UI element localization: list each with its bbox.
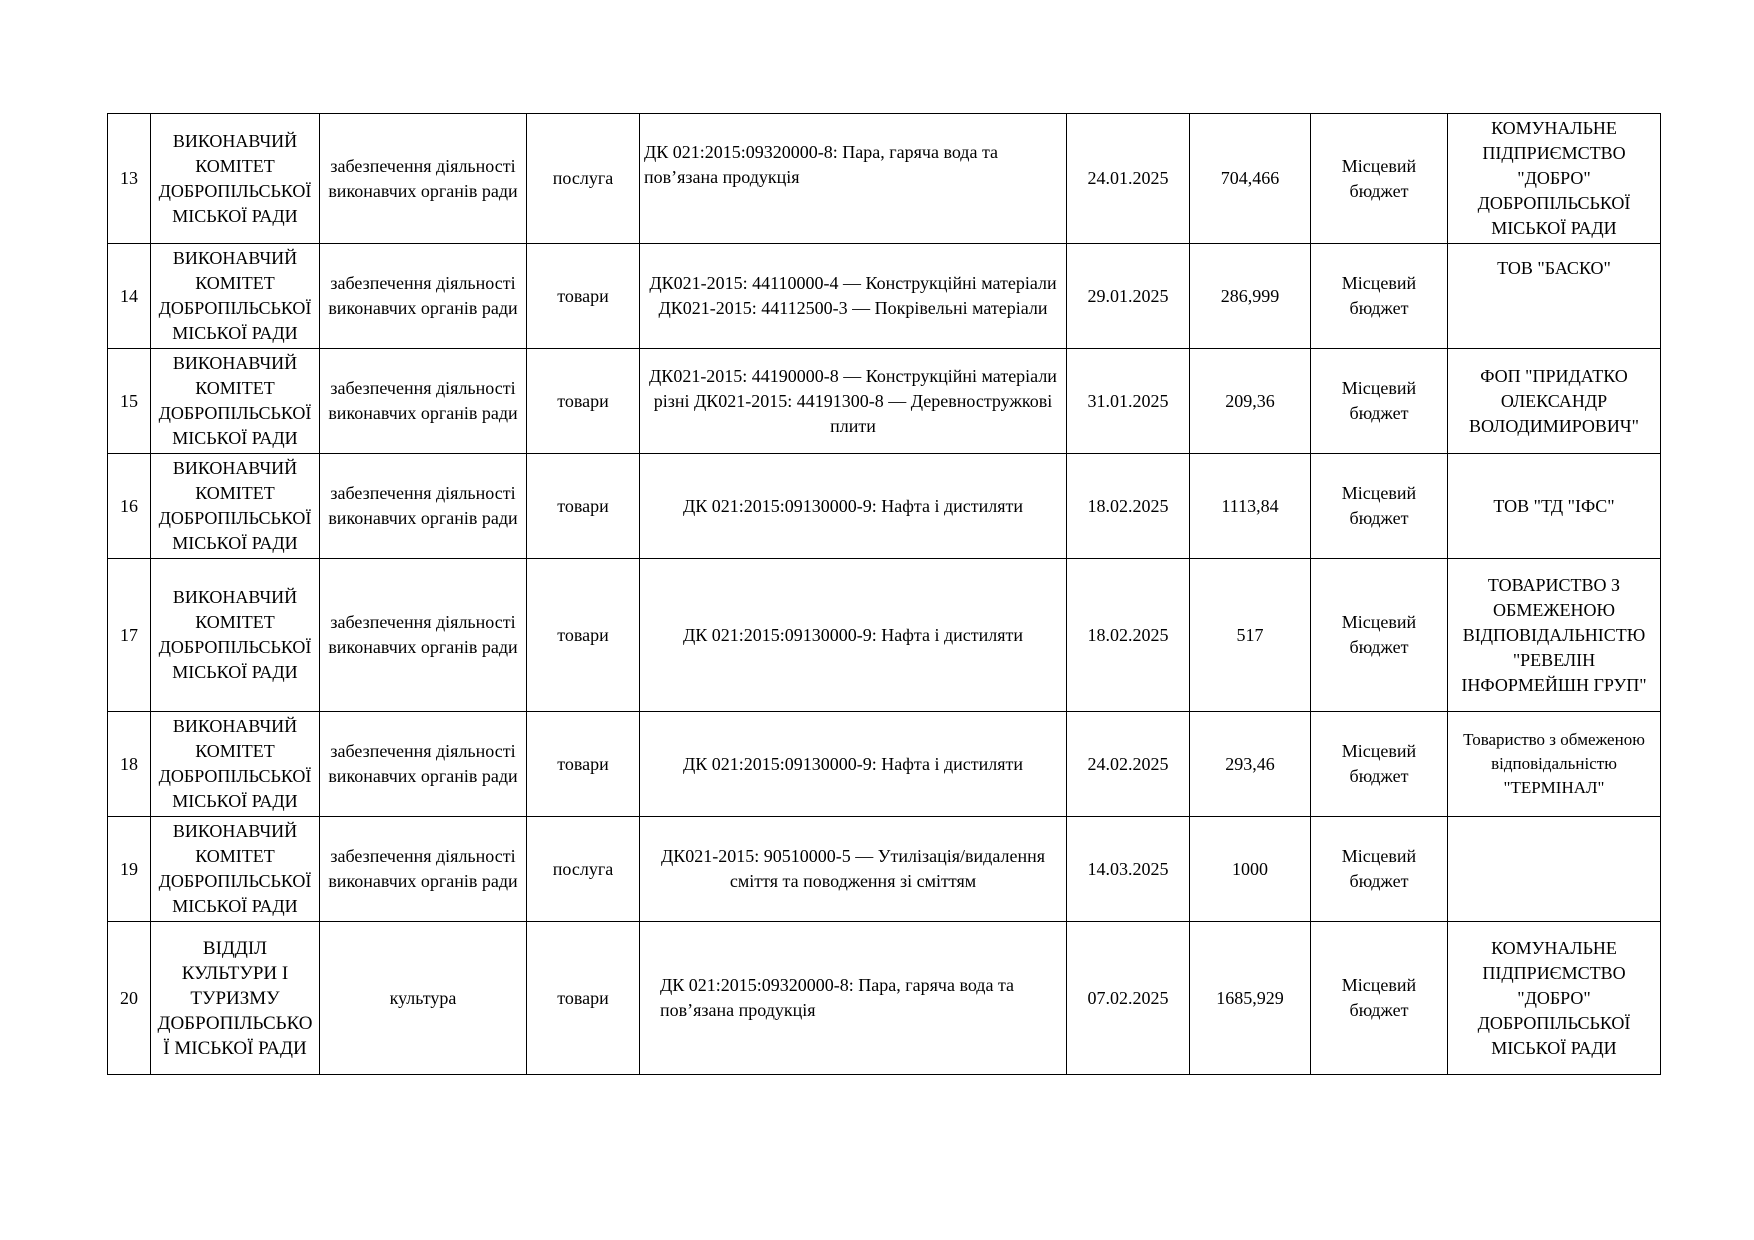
amount-cell: 704,466 (1190, 114, 1311, 244)
funding-cell: Місцевий бюджет (1311, 922, 1448, 1075)
date-cell: 29.01.2025 (1067, 244, 1190, 349)
row-number: 15 (108, 349, 151, 454)
supplier-cell: ТОВ "БАСКО" (1448, 244, 1661, 349)
cpv-cell: ДК021-2015: 44190000-8 — Конструкційні матеріали різні ДК021-2015: 44191300-8 — Деревностружкові плити (640, 349, 1067, 454)
amount-cell: 209,36 (1190, 349, 1311, 454)
table-row (108, 349, 1661, 454)
purpose-cell: забезпечення діяльності виконавчих органів ради (320, 712, 527, 817)
amount-cell: 1685,929 (1190, 922, 1311, 1075)
type-cell: товари (527, 922, 640, 1075)
table-row (108, 244, 1661, 349)
date-cell: 14.03.2025 (1067, 817, 1190, 922)
type-cell: товари (527, 244, 640, 349)
organization-cell: ВИКОНАВЧИЙ КОМІТЕТ ДОБРОПІЛЬСЬКОЇ МІСЬКОЇ РАДИ (151, 244, 320, 349)
table-row (108, 922, 1661, 1075)
purpose-cell: забезпечення діяльності виконавчих органів ради (320, 349, 527, 454)
row-number: 17 (108, 559, 151, 712)
type-cell: послуга (527, 817, 640, 922)
table-row (108, 114, 1661, 244)
cpv-cell: ДК021-2015: 90510000-5 — Утилізація/видалення сміття та поводження зі сміттям (640, 817, 1067, 922)
funding-cell: Місцевий бюджет (1311, 244, 1448, 349)
supplier-cell (1448, 817, 1661, 922)
type-cell: товари (527, 349, 640, 454)
amount-cell: 286,999 (1190, 244, 1311, 349)
type-cell: послуга (527, 114, 640, 244)
cpv-cell: ДК 021:2015:09130000-9: Нафта і дистиляти (640, 454, 1067, 559)
supplier-cell: Товариство з обмеженою відповідальністю "ТЕРМІНАЛ" (1448, 712, 1661, 817)
cpv-cell: ДК 021:2015:09130000-9: Нафта і дистиляти (640, 559, 1067, 712)
funding-cell: Місцевий бюджет (1311, 817, 1448, 922)
table-row (108, 454, 1661, 559)
purpose-cell: забезпечення діяльності виконавчих органів ради (320, 817, 527, 922)
cpv-cell: ДК021-2015: 44110000-4 — Конструкційні матеріали ДК021-2015: 44112500-3 — Покрівельні матеріали (640, 244, 1067, 349)
type-cell: товари (527, 712, 640, 817)
type-cell: товари (527, 559, 640, 712)
table-row (108, 712, 1661, 817)
row-number: 13 (108, 114, 151, 244)
organization-cell: ВИКОНАВЧИЙ КОМІТЕТ ДОБРОПІЛЬСЬКОЇ МІСЬКОЇ РАДИ (151, 454, 320, 559)
organization-cell: ВИКОНАВЧИЙ КОМІТЕТ ДОБРОПІЛЬСЬКОЇ МІСЬКОЇ РАДИ (151, 712, 320, 817)
organization-cell: ВИКОНАВЧИЙ КОМІТЕТ ДОБРОПІЛЬСЬКОЇ МІСЬКОЇ РАДИ (151, 817, 320, 922)
amount-cell: 1000 (1190, 817, 1311, 922)
procurement-table (107, 113, 1661, 1075)
row-number: 16 (108, 454, 151, 559)
row-number: 19 (108, 817, 151, 922)
row-number: 14 (108, 244, 151, 349)
date-cell: 31.01.2025 (1067, 349, 1190, 454)
purpose-cell: забезпечення діяльності виконавчих органів ради (320, 559, 527, 712)
funding-cell: Місцевий бюджет (1311, 454, 1448, 559)
purpose-cell: забезпечення діяльності виконавчих органів ради (320, 114, 527, 244)
funding-cell: Місцевий бюджет (1311, 114, 1448, 244)
date-cell: 18.02.2025 (1067, 454, 1190, 559)
organization-cell: ВИКОНАВЧИЙ КОМІТЕТ ДОБРОПІЛЬСЬКОЇ МІСЬКОЇ РАДИ (151, 114, 320, 244)
funding-cell: Місцевий бюджет (1311, 712, 1448, 817)
funding-cell: Місцевий бюджет (1311, 349, 1448, 454)
supplier-cell: КОМУНАЛЬНЕ ПІДПРИЄМСТВО "ДОБРО" ДОБРОПІЛЬСЬКОЇ МІСЬКОЇ РАДИ (1448, 114, 1661, 244)
purpose-cell: забезпечення діяльності виконавчих органів ради (320, 244, 527, 349)
organization-cell: ВИКОНАВЧИЙ КОМІТЕТ ДОБРОПІЛЬСЬКОЇ МІСЬКОЇ РАДИ (151, 559, 320, 712)
date-cell: 07.02.2025 (1067, 922, 1190, 1075)
table-row (108, 559, 1661, 712)
date-cell: 18.02.2025 (1067, 559, 1190, 712)
amount-cell: 517 (1190, 559, 1311, 712)
supplier-cell: ФОП "ПРИДАТКО ОЛЕКСАНДР ВОЛОДИМИРОВИЧ" (1448, 349, 1661, 454)
supplier-cell: ТОВАРИСТВО З ОБМЕЖЕНОЮ ВІДПОВІДАЛЬНІСТЮ "РЕВЕЛІН ІНФОРМЕЙШН ГРУП" (1448, 559, 1661, 712)
date-cell: 24.02.2025 (1067, 712, 1190, 817)
row-number: 20 (108, 922, 151, 1075)
purpose-cell: забезпечення діяльності виконавчих органів ради (320, 454, 527, 559)
supplier-cell: ТОВ "ТД "ІФС" (1448, 454, 1661, 559)
row-number: 18 (108, 712, 151, 817)
amount-cell: 293,46 (1190, 712, 1311, 817)
amount-cell: 1113,84 (1190, 454, 1311, 559)
cpv-cell: ДК 021:2015:09320000-8: Пара, гаряча вода та пов’язана продукція (640, 114, 1067, 244)
funding-cell: Місцевий бюджет (1311, 559, 1448, 712)
cpv-cell: ДК 021:2015:09130000-9: Нафта і дистиляти (640, 712, 1067, 817)
organization-cell: ВІДДІЛ КУЛЬТУРИ І ТУРИЗМУ ДОБРОПІЛЬСЬКОЇ МІСЬКОЇ РАДИ (151, 922, 320, 1075)
date-cell: 24.01.2025 (1067, 114, 1190, 244)
purpose-cell: культура (320, 922, 527, 1075)
type-cell: товари (527, 454, 640, 559)
organization-cell: ВИКОНАВЧИЙ КОМІТЕТ ДОБРОПІЛЬСЬКОЇ МІСЬКОЇ РАДИ (151, 349, 320, 454)
supplier-cell: КОМУНАЛЬНЕ ПІДПРИЄМСТВО "ДОБРО" ДОБРОПІЛЬСЬКОЇ МІСЬКОЇ РАДИ (1448, 922, 1661, 1075)
table-row (108, 817, 1661, 922)
cpv-cell: ДК 021:2015:09320000-8: Пара, гаряча вода та пов’язана продукція (640, 922, 1067, 1075)
